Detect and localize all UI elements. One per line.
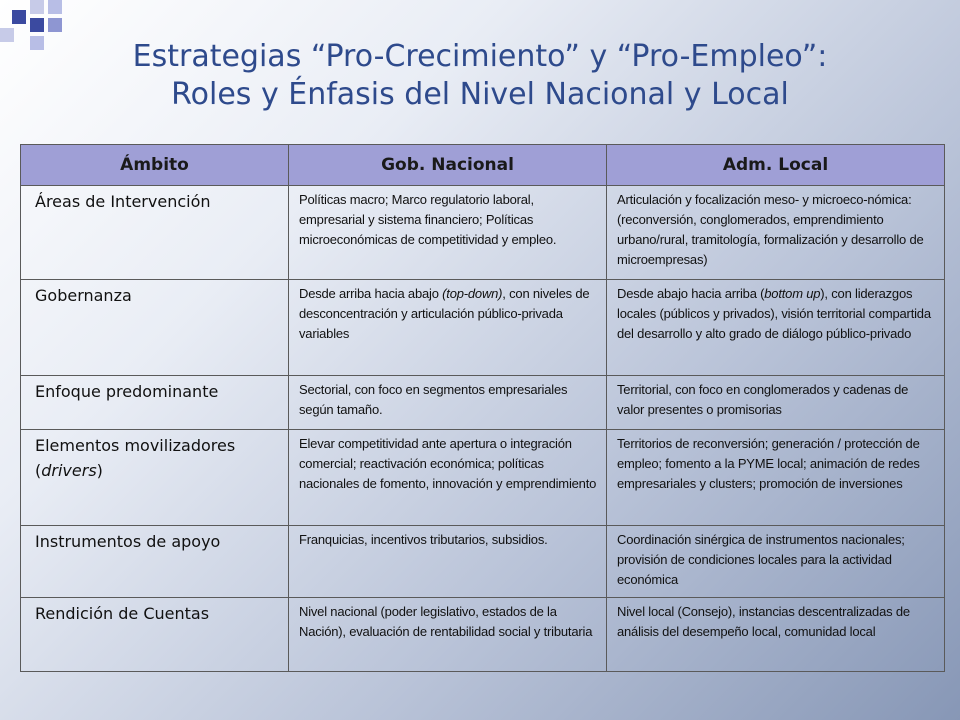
cell-adm-local: Coordinación sinérgica de instrumentos nacionales; provisión de condiciones locales para la actividad económica bbox=[607, 526, 945, 598]
row-label: Rendición de Cuentas bbox=[21, 598, 289, 672]
cell-text-italic: (top-down) bbox=[442, 286, 503, 301]
cell-text: Desde abajo hacia arriba ( bbox=[617, 286, 765, 301]
column-header-gob-nacional: Gob. Nacional bbox=[289, 145, 607, 186]
table-row bbox=[21, 376, 945, 430]
cell-gob-nacional: Franquicias, incentivos tributarios, subsidios. bbox=[289, 526, 607, 598]
row-label bbox=[21, 430, 289, 526]
cell-adm-local: Territorial, con foco en conglomerados y cadenas de valor presentes o promisorias bbox=[607, 376, 945, 430]
cell-gob-nacional: Nivel nacional (poder legislativo, estados de la Nación), evaluación de rentabilidad social y tributaria bbox=[289, 598, 607, 672]
cell-text-italic: bottom up bbox=[764, 286, 821, 301]
column-header-adm-local: Adm. Local bbox=[607, 145, 945, 186]
row-label: Áreas de Intervención bbox=[21, 186, 289, 280]
row-label-italic: drivers bbox=[41, 461, 97, 480]
table-row bbox=[21, 430, 945, 526]
cell-text: , con niveles de desconcentración y articulación público-privada variables bbox=[299, 286, 590, 341]
cell-gob-nacional: Sectorial, con foco en segmentos empresariales según tamaño. bbox=[289, 376, 607, 430]
cell-text: Desde arriba hacia abajo bbox=[299, 286, 443, 301]
corner-square bbox=[30, 0, 44, 14]
table-row bbox=[21, 526, 945, 598]
table-row bbox=[21, 186, 945, 280]
row-label-text: ) bbox=[96, 461, 103, 480]
cell-text: ), con liderazgos locales (públicos y privados), visión territorial compartida del desarrollo y alto grado de diálogo público-privado bbox=[617, 286, 931, 341]
comparison-table bbox=[20, 144, 945, 672]
corner-square bbox=[30, 18, 44, 32]
cell-gob-nacional bbox=[289, 280, 607, 376]
cell-adm-local: Territorios de reconversión; generación / protección de empleo; fomento a la PYME local; animación de redes empresariales y clusters; promoción de inversiones bbox=[607, 430, 945, 526]
column-header-ambito: Ámbito bbox=[21, 145, 289, 186]
row-label: Enfoque predominante bbox=[21, 376, 289, 430]
table-row bbox=[21, 280, 945, 376]
slide-title bbox=[40, 38, 920, 114]
corner-square bbox=[12, 10, 26, 24]
table-row bbox=[21, 598, 945, 672]
corner-square bbox=[48, 0, 62, 14]
title-line-1: Estrategias “Pro-Crecimiento” y “Pro-Empleo”: bbox=[132, 39, 828, 74]
table-header-row bbox=[21, 145, 945, 186]
corner-square bbox=[48, 18, 62, 32]
cell-gob-nacional: Elevar competitividad ante apertura o integración comercial; reactivación económica; políticas nacionales de fomento, innovación y emprendimiento bbox=[289, 430, 607, 526]
corner-square bbox=[0, 28, 14, 42]
row-label-text: Elementos movilizadores ( bbox=[35, 436, 236, 480]
cell-adm-local: Nivel local (Consejo), instancias descentralizadas de análisis del desempeño local, comunidad local bbox=[607, 598, 945, 672]
cell-gob-nacional: Políticas macro; Marco regulatorio laboral, empresarial y sistema financiero; Políticas microeconómicas de competitividad y empleo. bbox=[289, 186, 607, 280]
cell-adm-local: Articulación y focalización meso- y microeco-nómica: (reconversión, conglomerados, emprendimiento urbano/rural, tramitología, formalización y desarrollo de microempresas) bbox=[607, 186, 945, 280]
row-label: Gobernanza bbox=[21, 280, 289, 376]
title-line-2: Roles y Énfasis del Nivel Nacional y Local bbox=[171, 77, 789, 112]
row-label: Instrumentos de apoyo bbox=[21, 526, 289, 598]
cell-adm-local bbox=[607, 280, 945, 376]
